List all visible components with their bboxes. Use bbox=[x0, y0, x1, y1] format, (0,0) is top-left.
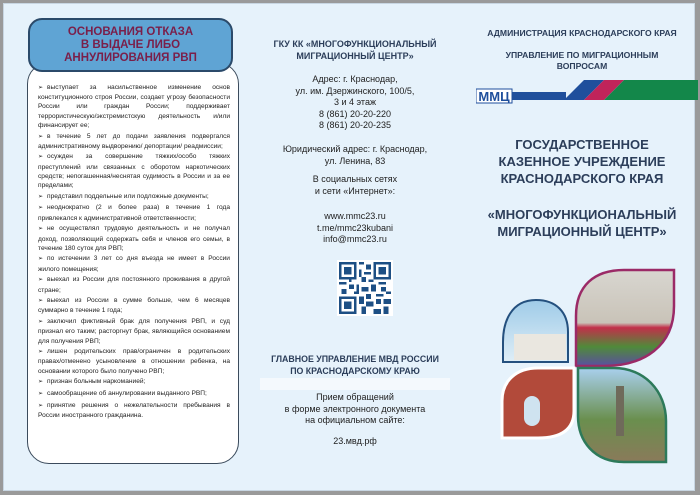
arrow-bullet-icon: ➢ bbox=[38, 133, 44, 140]
reason-item bbox=[38, 152, 230, 190]
appeal-line: на официальном сайте: bbox=[305, 415, 405, 425]
reason-item bbox=[38, 83, 230, 130]
mmc-center-title bbox=[466, 206, 698, 240]
reason-item bbox=[38, 296, 230, 315]
reason-text: в течение 5 лет до подачи заявления подвергался административному выдворению/ депортации/ реадмиссии; bbox=[38, 132, 230, 150]
org-title-line: МИГРАЦИОННЫЙ ЦЕНТР» bbox=[296, 51, 414, 61]
reason-item bbox=[38, 203, 230, 222]
reason-text: осужден за совершение тяжких/особо тяжких преступлений или связанных с оборотом наркотических средств; непогашенная/неснятая судимость в России и за ее пределами; bbox=[38, 153, 230, 190]
reason-item bbox=[38, 317, 230, 346]
mvd-title-line: ГЛАВНОЕ УПРАВЛЕНИЕ МВД РОССИИ bbox=[271, 354, 439, 364]
mmc-line: МИГРАЦИОННЫЙ ЦЕНТР» bbox=[497, 224, 667, 239]
arrow-bullet-icon: ➢ bbox=[38, 256, 44, 263]
reason-text: представил поддельные или подложные документы; bbox=[47, 192, 209, 200]
flag-stripe-icon bbox=[476, 76, 698, 104]
reason-text: заключил фиктивный брак для получения РВП, и суд признал его таким; расторгнут брак, являющийся основанием для получения РВП; bbox=[38, 318, 230, 345]
photo-collage bbox=[494, 266, 700, 466]
reasons-title-line: АННУЛИРОВАНИЯ РВП bbox=[64, 51, 197, 64]
arrow-bullet-icon: ➢ bbox=[38, 226, 44, 233]
gov-line: КАЗЕННОЕ УЧРЕЖДЕНИЕ bbox=[498, 154, 666, 169]
dept-title bbox=[466, 50, 698, 72]
mmc-line: «МНОГОФУНКЦИОНАЛЬНЫЙ bbox=[487, 207, 677, 222]
admin-title: АДМИНИСТРАЦИЯ КРАСНОДАРСКОГО КРАЯ bbox=[487, 28, 677, 38]
reason-text: не осуществлял трудовую деятельность и не получал доход, позволяющий содержать себя и членов его семьи, в течение 180 суток для РВП; bbox=[38, 225, 230, 252]
gov-line: КРАСНОДАРСКОГО КРАЯ bbox=[500, 171, 664, 186]
qr-code-icon bbox=[337, 260, 393, 316]
reason-item bbox=[38, 192, 230, 202]
email-link[interactable]: info@mmc23.ru bbox=[323, 234, 387, 244]
reason-item bbox=[38, 224, 230, 253]
dept-line: ВОПРОСАМ bbox=[556, 61, 608, 71]
reasons-list bbox=[27, 62, 239, 464]
arrow-bullet-icon: ➢ bbox=[38, 391, 44, 398]
reason-text: признан больным наркоманией; bbox=[47, 378, 146, 386]
mvd-site-link[interactable]: 23.мвд.рф bbox=[333, 436, 377, 446]
mmc-org-title bbox=[244, 38, 466, 62]
arrow-bullet-icon: ➢ bbox=[38, 205, 44, 212]
reason-text: принятие решения о нежелательности пребывания в России иностранного гражданина. bbox=[38, 401, 230, 419]
legal-address-block bbox=[244, 144, 466, 167]
dept-line: УПРАВЛЕНИЕ ПО МИГРАЦИОННЫМ bbox=[505, 50, 659, 60]
reason-item bbox=[38, 401, 230, 420]
reason-text: лишен родительских прав/ограничен в родительских правах/отменено усыновление в отношении ребенка, на основании которого было получено РВП; bbox=[38, 348, 230, 375]
social-block bbox=[244, 174, 466, 197]
reason-text: выступает за насильственное изменение основ конституционного строя России, создает угрозу безопасности России или граждан России; поддерживает террористическую/экстремистскую деятельность и/или финансирует ее; bbox=[38, 84, 230, 129]
website-link[interactable]: www.mmc23.ru bbox=[324, 211, 386, 221]
cover-panel bbox=[466, 4, 698, 492]
reason-text: самообращение об аннулировании выданного РВП; bbox=[47, 390, 207, 398]
links-block bbox=[244, 211, 466, 246]
arrow-bullet-icon: ➢ bbox=[38, 193, 44, 200]
reason-text: выехал из России для постоянного проживания в другой стране; bbox=[38, 276, 230, 294]
telegram-link[interactable]: t.me/mmc23kubani bbox=[316, 222, 394, 233]
mvd-title-line: ПО КРАСНОДАРСКОМУ КРАЮ bbox=[290, 365, 420, 376]
reason-item bbox=[38, 389, 230, 399]
reason-item bbox=[38, 275, 230, 294]
reason-text: по истечении 3 лет со дня въезда не имеет в России жилого помещения; bbox=[38, 255, 230, 273]
legal-address-line: ул. Ленина, 83 bbox=[324, 155, 386, 166]
arrow-bullet-icon: ➢ bbox=[38, 277, 44, 284]
address-line: 3 и 4 этаж bbox=[334, 97, 376, 107]
brochure-sheet bbox=[3, 3, 695, 491]
address-line: ул. им. Дзержинского, 100/5, bbox=[295, 85, 415, 96]
reasons-title-box bbox=[28, 18, 233, 72]
arrow-bullet-icon: ➢ bbox=[38, 298, 44, 305]
divider-bar bbox=[260, 378, 450, 390]
gov-institution-title bbox=[466, 136, 698, 187]
appeal-block bbox=[244, 392, 466, 427]
reason-item bbox=[38, 377, 230, 387]
address-block bbox=[244, 74, 466, 132]
phone-2[interactable]: 8 (861) 20-20-235 bbox=[318, 120, 392, 130]
reasons-title-line: В ВЫДАЧЕ ЛИБО bbox=[80, 38, 181, 51]
mmc-logo bbox=[476, 76, 698, 104]
arrow-bullet-icon: ➢ bbox=[38, 319, 44, 326]
contacts-panel bbox=[244, 4, 466, 492]
social-line: В социальных сетях bbox=[312, 174, 398, 184]
arrow-bullet-icon: ➢ bbox=[38, 85, 44, 91]
reason-item bbox=[38, 254, 230, 273]
address-line: Адрес: г. Краснодар, bbox=[312, 74, 398, 84]
social-line: и сети «Интернет»: bbox=[314, 185, 396, 196]
gov-line: ГОСУДАРСТВЕННОЕ bbox=[515, 137, 649, 152]
legal-address-line: Юридический адрес: г. Краснодар, bbox=[282, 144, 428, 154]
reason-text: неоднократно (2 и более раза) в течение 1 года привлекался к административной ответственности; bbox=[38, 204, 230, 222]
reasons-title-line: ОСНОВАНИЯ ОТКАЗА bbox=[67, 25, 194, 38]
svg-text:ММЦ: ММЦ bbox=[478, 89, 510, 104]
appeal-line: в форме электронного документа bbox=[284, 403, 426, 414]
arrow-bullet-icon: ➢ bbox=[38, 349, 44, 356]
arrow-bullet-icon: ➢ bbox=[38, 379, 44, 386]
arrow-bullet-icon: ➢ bbox=[38, 154, 44, 161]
reason-item bbox=[38, 347, 230, 376]
reason-item bbox=[38, 132, 230, 151]
org-title-line: ГКУ КК «МНОГОФУНКЦИОНАЛЬНЫЙ bbox=[273, 39, 437, 49]
appeal-line: Прием обращений bbox=[316, 392, 394, 402]
reason-text: выехал из России в сумме больше, чем 6 месяцев суммарно в течение 1 года; bbox=[38, 297, 230, 315]
phone-1[interactable]: 8 (861) 20-20-220 bbox=[318, 108, 392, 119]
mvd-title bbox=[244, 354, 466, 377]
arrow-bullet-icon: ➢ bbox=[38, 402, 44, 409]
